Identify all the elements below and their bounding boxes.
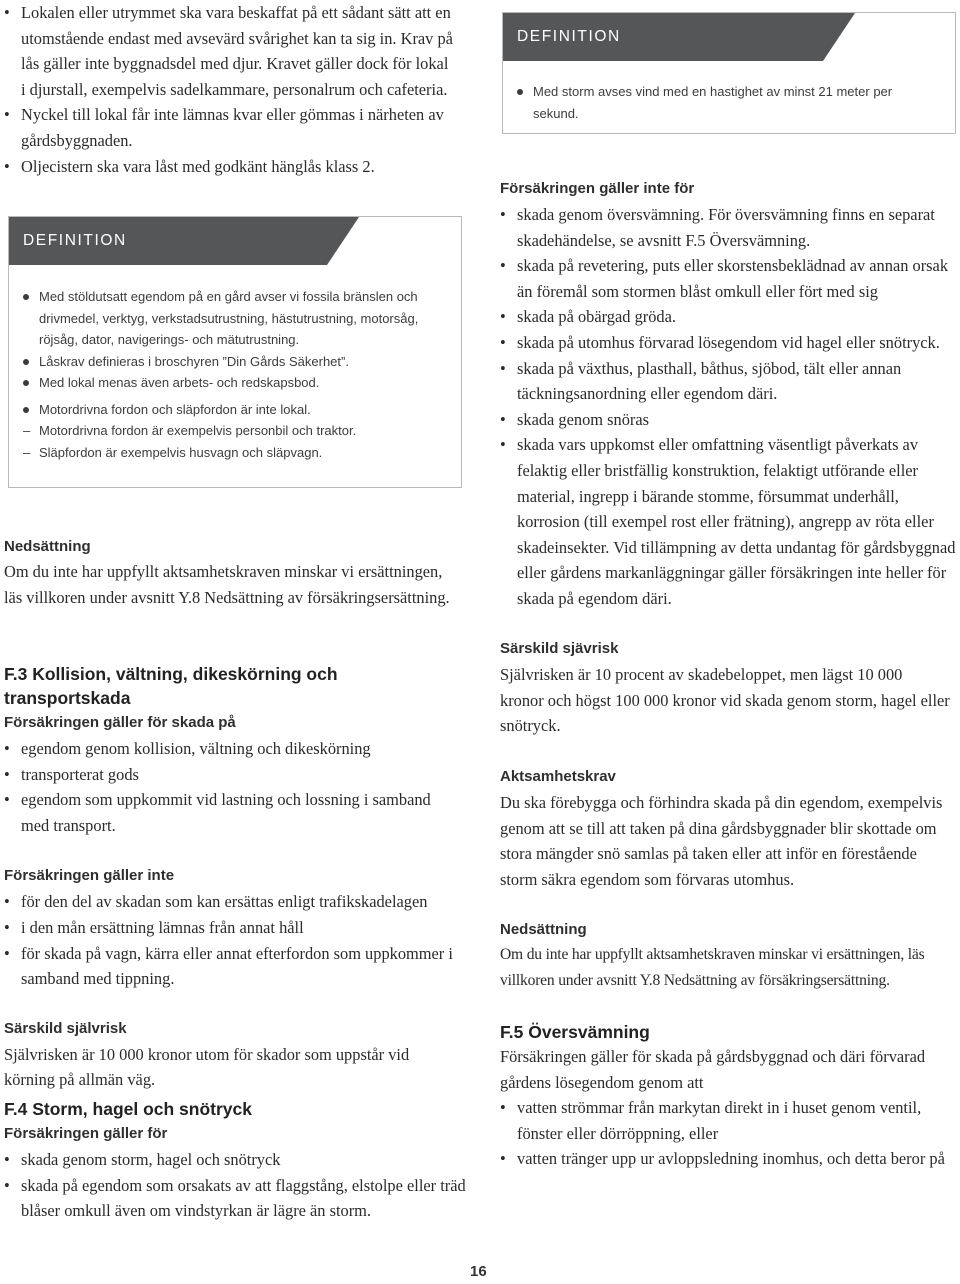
- list-item: Med lokal menas även arbets- och redskapsbod.: [23, 372, 447, 394]
- section-title: [500, 1020, 958, 1044]
- section-number: F.4: [4, 1099, 28, 1119]
- definition-header: [503, 13, 955, 61]
- list-item: • Oljecistern ska vara låst med godkänt hänglås klass 2.: [4, 154, 454, 180]
- care-section: [500, 766, 958, 892]
- section-heading: Aktsamhetskrav: [500, 768, 616, 785]
- bullet-list: [4, 889, 462, 991]
- paragraph: Du ska förebygga och förhindra skada på din egendom, exempelvis genom att se till att taken på dina gårdsbyggnader blir skottade om stora mängder snö samlas på taken eller att inför en förestående storm säkra egendom som förvaras utomhus.: [500, 793, 943, 889]
- definition-box-storm: [502, 12, 956, 134]
- list-item: • skada vars uppkomst eller omfattning väsentligt påverkats av felaktig eller bristfällig konstruktion, felaktigt utförande eller material, ingrepp i bärande stomme, försummat underhåll, korrosion (till exempel rost eller frätning), angrepp av röta eller skadeinsekter. Vid tillämpning av detta undantag för gårdsbyggnad eller gårdens markanläggningar gäller försäkringen inte heller för skada på egendom däri.: [500, 432, 958, 611]
- section-title: [4, 662, 462, 710]
- paragraph: Självrisken är 10 000 kronor utom för skador som uppstår vid körning på allmän väg.: [4, 1044, 410, 1090]
- list-item: Med storm avses vind med en hastighet av minst 21 meter per sekund.: [517, 81, 941, 124]
- list-item: • egendom som uppkommit vid lastning och lossning i samband med transport.: [4, 787, 462, 838]
- list-item: – Släpfordon är exempelvis husvagn och släpvagn.: [23, 442, 447, 464]
- definition-label: DEFINITION: [503, 13, 823, 61]
- bullet-list: [4, 1147, 466, 1224]
- definition-body: [9, 265, 461, 463]
- list-item: • transporterat gods: [4, 762, 462, 788]
- list-item: • i den mån ersättning lämnas från annat håll: [4, 915, 462, 941]
- section-number: F.3: [4, 664, 28, 684]
- section-title-text: Storm, hagel och snötryck: [32, 1099, 253, 1119]
- definition-header: [9, 217, 461, 265]
- paragraph: Om du inte har uppfyllt aktsamhetskraven minskar vi ersättningen, läs villkoren under avsnitt Y.8 Nedsättning av försäkringsersättning.: [4, 562, 450, 607]
- section-f5: [500, 1020, 958, 1172]
- section-f3: [4, 662, 462, 1093]
- bullet-list: [500, 1095, 958, 1172]
- nedsattning-section-left: [4, 536, 454, 610]
- list-item: • egendom genom kollision, vältning och dikeskörning: [4, 736, 462, 762]
- section-heading: Försäkringen gäller för: [4, 1125, 168, 1142]
- not-covered-section: [500, 178, 958, 612]
- section-number: F.5: [500, 1022, 524, 1042]
- list-item: • vatten tränger upp ur avloppsledning inomhus, och detta beror på: [500, 1146, 958, 1172]
- list-item: Med stöldutsatt egendom på en gård avser vi fossila bränslen och drivmedel, verktyg, verkstadsutrustning, hästutrustning, motorsåg, röjsåg, dator, navigerings- och mätutrustning.: [23, 286, 447, 351]
- page-number: 16: [470, 1263, 487, 1280]
- list-item: • för skada på vagn, kärra eller annat efterfordon som uppkommer i samband med tippning.: [4, 941, 462, 992]
- paragraph: Om du inte har uppfyllt aktsamhetskraven minskar vi ersättningen, läs villkoren under avsnitt Y.8 Nedsättning av försäkringsersättning.: [500, 946, 925, 989]
- list-item: – Motordrivna fordon är exempelvis personbil och traktor.: [23, 420, 447, 442]
- bullet-list: [500, 202, 958, 612]
- section-title-text: Översvämning: [528, 1022, 650, 1042]
- section-heading: Särskild självrisk: [4, 1019, 127, 1037]
- section-title: [4, 1097, 466, 1121]
- paragraph: Försäkringen gäller för skada på gårdsbyggnad och däri förvarad gårdens lösegendom genom att: [500, 1047, 926, 1092]
- list-item: • vatten strömmar från markytan direkt in i huset genom ventil, fönster eller dörröppning, eller: [500, 1095, 958, 1146]
- definition-box-theft: [8, 216, 462, 488]
- top-bullet-list: [4, 0, 454, 179]
- list-item: • skada på egendom som orsakats av att flaggstång, elstolpe eller träd blåser omkull även om vindstyrkan är lägre än storm.: [4, 1173, 466, 1224]
- list-item: • skada på utomhus förvarad lösegendom vid hagel eller snötryck.: [500, 330, 958, 356]
- list-item: • för den del av skadan som kan ersättas enligt trafikskadelagen: [4, 889, 462, 915]
- nedsattning-section-right: [500, 919, 958, 993]
- bullet-list: [4, 736, 462, 838]
- section-heading: Nedsättning: [500, 921, 587, 938]
- paragraph: Självrisken är 10 procent av skadebeloppet, men lägst 10 000 kronor och högst 100 000 kronor vid skada genom storm, hagel eller snötryck.: [500, 665, 950, 736]
- list-item: Motordrivna fordon och släpfordon är inte lokal.: [23, 399, 447, 421]
- list-item: • Lokalen eller utrymmet ska vara beskaffat på ett sådant sätt att en utomstående endast med avsevärd svårighet kan ta sig in. Krav på lås gäller inte byggnadsdel med djur. Kravet gäller dock för lokal i djurstall, exempelvis sadelkammare, personalrum och cafeteria.: [4, 0, 454, 102]
- definition-label: DEFINITION: [9, 217, 327, 265]
- list-item: • skada genom storm, hagel och snötryck: [4, 1147, 466, 1173]
- list-item: • skada på växthus, plasthall, båthus, sjöbod, tält eller annan täckningsanordning eller egendom däri.: [500, 356, 958, 407]
- definition-body: [503, 61, 955, 124]
- list-item: • skada genom översvämning. För översvämning finns en separat skadehändelse, se avsnitt F.5 Översvämning.: [500, 202, 958, 253]
- section-heading: Nedsättning: [4, 538, 91, 555]
- section-f4: [4, 1097, 466, 1224]
- list-item: • skada på revetering, puts eller skorstensbeklädnad av annan orsak än föremål som stormen blåst omkull eller fört med sig: [500, 253, 958, 304]
- section-heading: Särskild sjävrisk: [500, 640, 619, 657]
- section-heading: Försäkringen gäller för skada på: [4, 714, 236, 731]
- list-item: • skada på obärgad gröda.: [500, 304, 958, 330]
- excess-section: [500, 638, 950, 739]
- section-title-text: Kollision, vältning, dikeskörning och transportskada: [4, 664, 338, 708]
- section-heading: Försäkringen gäller inte för: [500, 180, 695, 197]
- list-item: • skada genom snöras: [500, 407, 958, 433]
- list-item: Låskrav definieras i broschyren ”Din Gårds Säkerhet”.: [23, 351, 447, 373]
- list-item: • Nyckel till lokal får inte lämnas kvar eller gömmas i närheten av gårdsbyggnaden.: [4, 102, 454, 153]
- section-heading: Försäkringen gäller inte: [4, 867, 175, 885]
